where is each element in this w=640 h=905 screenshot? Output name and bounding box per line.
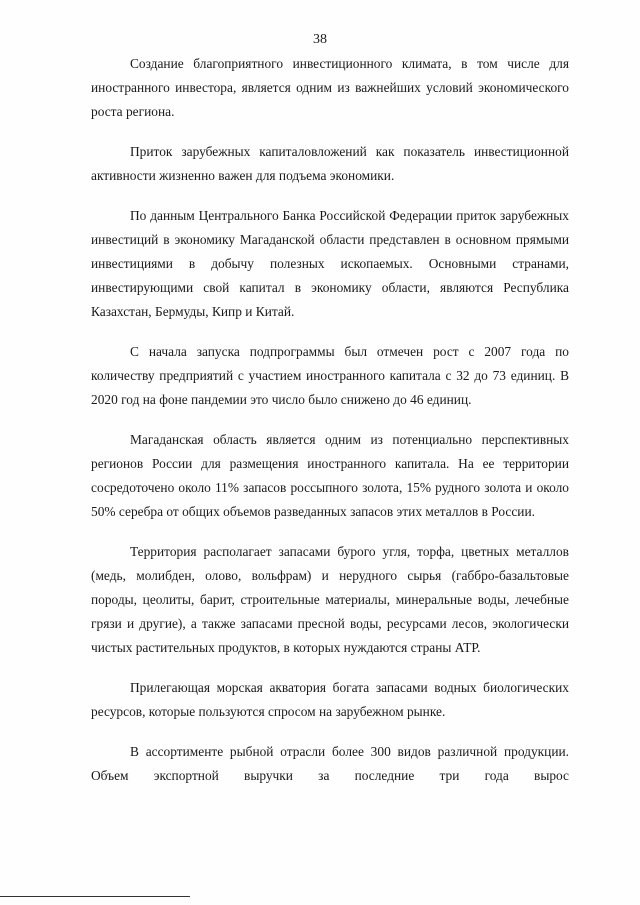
paragraph-natural-resources: Территория располагает запасами бурого угля, торфа, цветных металлов (медь, молибден, олово, вольфрам) и нерудного сырья (габбро-базальтовые породы, цеолиты, барит, строительные материалы, минеральные воды, лечебные грязи и другие), а также запасами пресной воды, ресурсами лесов, экологически чистых растительных продуктов, в которых нуждаются страны АТР.	[91, 544, 569, 655]
body-text	[91, 52, 569, 788]
bottom-scan-line	[0, 896, 190, 897]
paragraph-enterprises-growth: С начала запуска подпрограммы был отмечен рост с 2007 года по количеству предприятий с участием иностранного капитала с 32 до 73 единиц. В 2020 год на фоне пандемии это число было снижено до 46 единиц.	[91, 344, 569, 407]
paragraph-investment-climate: Создание благоприятного инвестиционного климата, в том числе для иностранного инвестора, является одним из важнейших условий экономического роста региона.	[91, 56, 569, 119]
paragraph-region-potential: Магаданская область является одним из потенциально перспективных регионов России для размещения иностранного капитала. На ее территории сосредоточено около 11% запасов россыпного золота, 15% рудного золота и около 50% серебра от общих объемов разведанных запасов этих металлов в России.	[91, 432, 569, 519]
paragraph-central-bank-data: По данным Центрального Банка Российской Федерации приток зарубежных инвестиций в экономику Магаданской области представлен в основном прямыми инвестициями в добычу полезных ископаемых. Основными странами, инвестирующими свой капитал в экономику области, являются Республика Казахстан, Бермуды, Кипр и Китай.	[91, 208, 569, 319]
page-number: 38	[313, 32, 327, 47]
paragraph-capital-inflow: Приток зарубежных капиталовложений как показатель инвестиционной активности жизненно важен для подъема экономики.	[91, 144, 569, 183]
paragraph-marine-resources: Прилегающая морская акватория богата запасами водных биологических ресурсов, которые пользуются спросом на зарубежном рынке.	[91, 680, 569, 719]
paragraph-fishing-industry: В ассортименте рыбной отрасли более 300 видов различной продукции. Объем экспортной выручки за последние три года вырос	[91, 744, 569, 783]
